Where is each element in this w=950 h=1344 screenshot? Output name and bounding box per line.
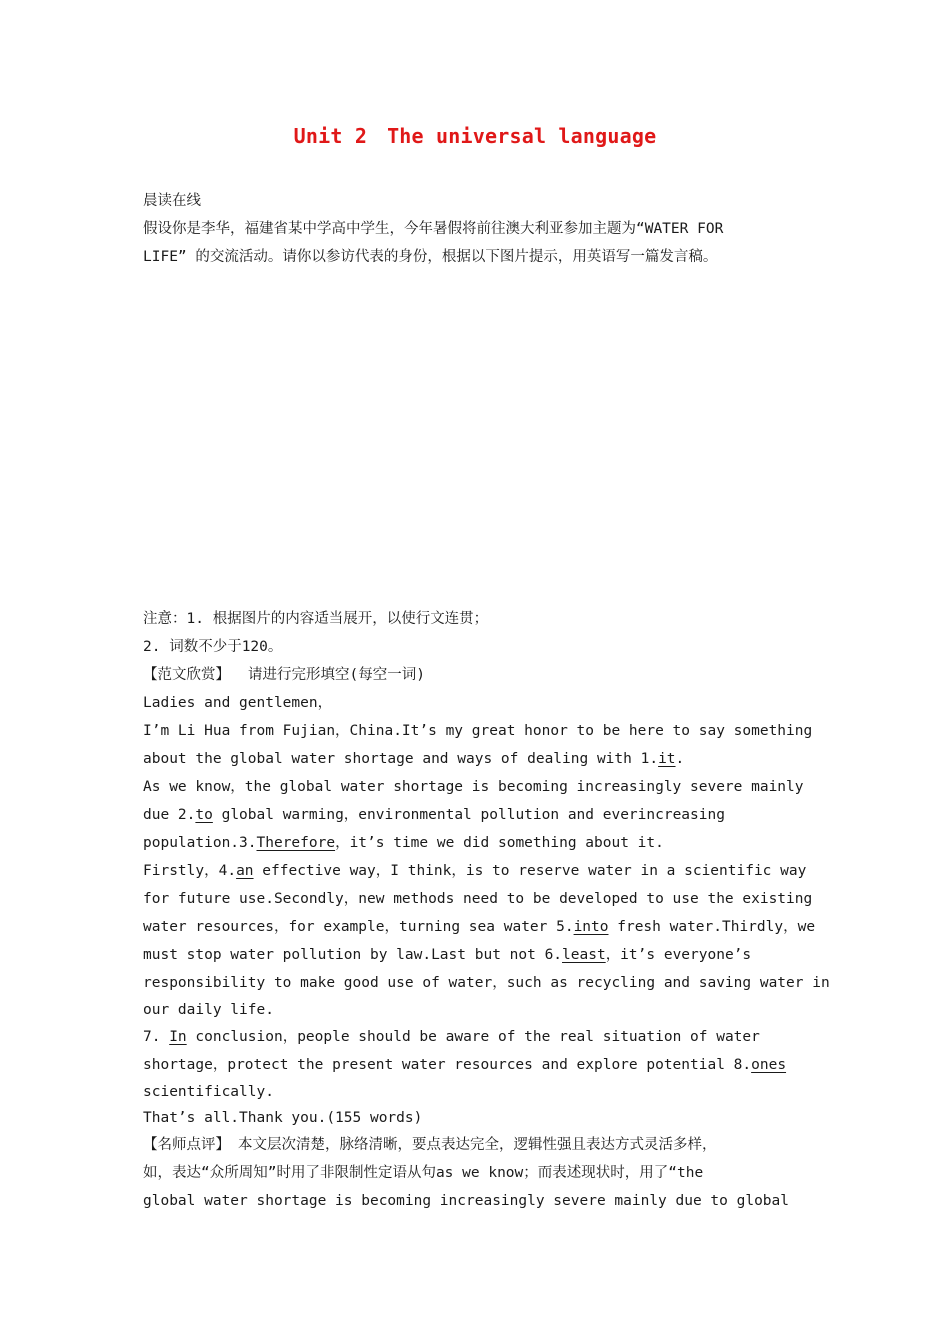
unit-number: Unit 2: [293, 124, 368, 148]
essay-greeting: Ladies and gentlemen，: [143, 695, 333, 711]
essay-line: [143, 857, 813, 885]
comment-label: 【名师点评】: [143, 1137, 230, 1153]
blank-3: Therefore: [256, 835, 336, 851]
blank-5: into: [573, 919, 609, 935]
comment-line: [143, 1131, 813, 1159]
note-1: 注意：1. 根据图片的内容适当展开，以使行文连贯；: [143, 611, 489, 627]
blank-8: ones: [751, 1057, 787, 1073]
intro-heading: 晨读在线: [143, 193, 201, 209]
essay-text: about the global water shortage and ways of dealing with 1.: [143, 751, 659, 767]
intro-section: [143, 187, 813, 271]
essay-text: Firstly，4.: [143, 863, 237, 879]
essay-text: water resources，for example，turning sea water 5.: [143, 919, 574, 935]
section-label: 【范文欣赏】: [143, 667, 230, 683]
comment-text: 本文层次清楚，脉络清晰，要点表达完全，逻辑性强且表达方式灵活多样，: [238, 1137, 717, 1153]
essay-line: I’m Li Hua from Fujian，China.It’s my great honor to be here to say something: [143, 723, 813, 739]
essay-text: ，it’s time we did something about it.: [335, 835, 664, 851]
essay-text: population.3.: [143, 835, 257, 851]
essay-text: effective way，I think，is to reserve water in a scientific way: [253, 863, 807, 879]
essay-line: As we know，the global water shortage is becoming increasingly severe mainly: [143, 779, 804, 795]
essay-line: [143, 1051, 813, 1079]
essay-line: [143, 913, 816, 941]
essay-closing: That’s all.Thank you.(155 words): [143, 1110, 423, 1126]
comment-line: 如，表达“众所周知”时用了非限制性定语从句as we know；而表述现状时，用了“the: [143, 1165, 704, 1181]
main-section: [143, 605, 830, 1215]
prompt-line-1: 假设你是李华，福建省某中学高中学生，今年暑假将前往澳大利亚参加主题为“WATER FOR: [143, 221, 724, 237]
blank-1: it: [658, 751, 676, 767]
comment-line: global water shortage is becoming increasingly severe mainly due to global: [143, 1193, 790, 1209]
unit-name: The universal language: [387, 124, 657, 148]
essay-line: scientifically.: [143, 1084, 274, 1100]
blank-2: to: [195, 807, 213, 823]
blank-4: an: [236, 863, 254, 879]
note-2: 2. 词数不少于120。: [143, 639, 283, 655]
essay-text: ，it’s everyone’s: [605, 947, 752, 963]
essay-text: fresh water.Thirdly，we: [608, 919, 816, 935]
essay-line: our daily life.: [143, 1002, 274, 1018]
essay-line: [143, 941, 813, 969]
essay-text: conclusion，people should be aware of the real situation of water: [186, 1029, 760, 1045]
section-heading: [143, 661, 813, 689]
essay-text: must stop water pollution by law.Last but not 6.: [143, 947, 563, 963]
prompt-line-2: LIFE” 的交流活动。请你以参访代表的身份，根据以下图片提示，用英语写一篇发言稿。: [143, 249, 718, 265]
section-instruction: 请进行完形填空(每空一词): [248, 667, 425, 683]
essay-text: 7.: [143, 1029, 170, 1045]
essay-line: for future use.Secondly，new methods need to be developed to use the existing: [143, 891, 813, 907]
essay-text: global warming，environmental pollution and everincreasing: [212, 807, 725, 823]
essay-line: responsibility to make good use of water，such as recycling and saving water in: [143, 975, 830, 991]
essay-line: [143, 801, 813, 829]
essay-text: .: [675, 751, 685, 767]
essay-line: [143, 1023, 813, 1051]
essay-text: due 2.: [143, 807, 196, 823]
essay-line: [143, 829, 813, 857]
page-title: [0, 122, 950, 150]
essay-line: [143, 745, 813, 773]
blank-7: In: [169, 1029, 187, 1045]
blank-6: least: [562, 947, 606, 963]
essay-text: shortage，protect the present water resources and explore potential 8.: [143, 1057, 752, 1073]
